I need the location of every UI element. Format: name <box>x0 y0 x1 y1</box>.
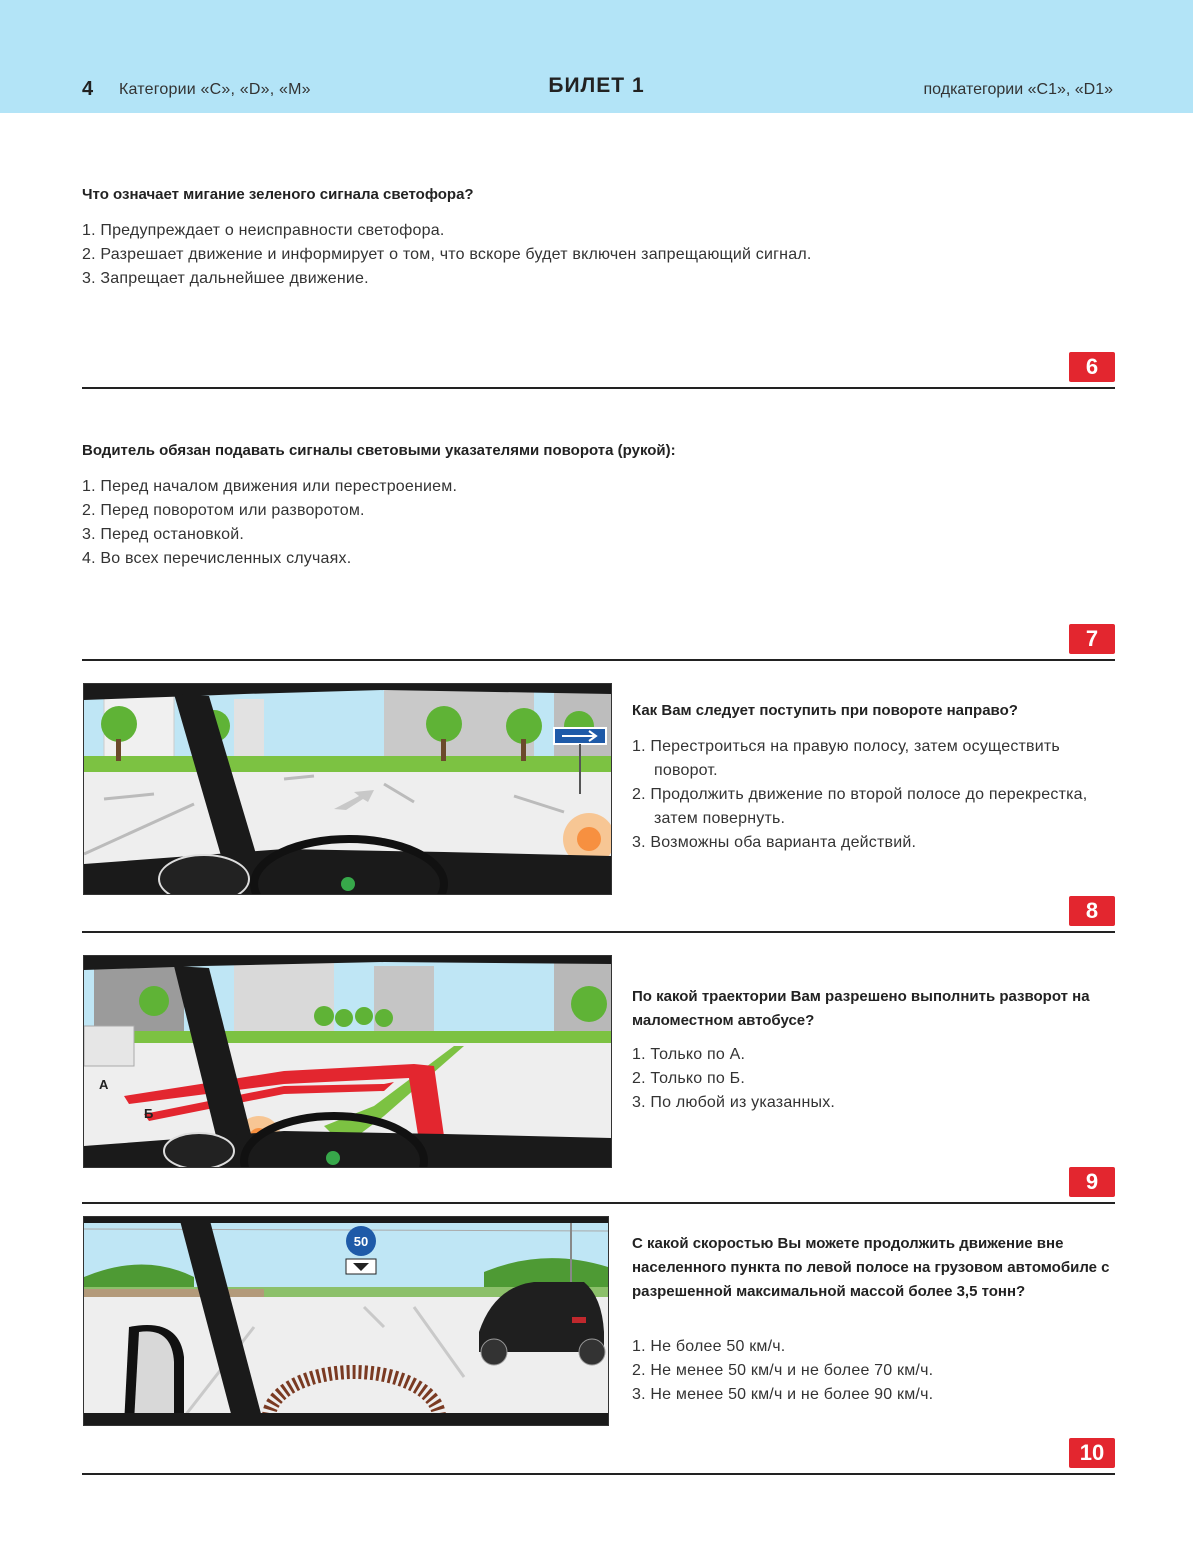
answer-option[interactable]: 1. Перестроиться на правую полосу, затем осуществить поворот. <box>632 738 1060 779</box>
question-9-answers <box>632 1043 1112 1115</box>
answer-option[interactable]: 2. Разрешает движение и информирует о том, что вскоре будет включен запрещающий сигнал. <box>82 246 812 263</box>
header-categories: Категории «C», «D», «M» <box>119 81 311 98</box>
answer-option[interactable]: 3. Не менее 50 км/ч и не более 90 км/ч. <box>632 1386 934 1403</box>
question-8-text: Как Вам следует поступить при повороте направо? <box>632 702 1018 719</box>
question-7-answers <box>82 475 1112 571</box>
answer-option[interactable]: 2. Не менее 50 км/ч и не более 70 км/ч. <box>632 1362 934 1379</box>
answer-option[interactable]: 4. Во всех перечисленных случаях. <box>82 550 352 567</box>
divider <box>82 1473 1115 1475</box>
question-number-badge: 10 <box>1069 1438 1115 1468</box>
question-7-text: Водитель обязан подавать сигналы световыми указателями поворота (рукой): <box>82 442 676 459</box>
question-10-illustration <box>83 1216 609 1426</box>
question-number-badge: 9 <box>1069 1167 1115 1197</box>
answer-option[interactable]: 2. Только по Б. <box>632 1070 746 1087</box>
answer-option[interactable]: 3. По любой из указанных. <box>632 1094 836 1111</box>
answer-option[interactable]: 2. Продолжить движение по второй полосе до перекрестка, затем повернуть. <box>632 786 1088 827</box>
question-6-answers <box>82 219 1112 291</box>
question-number-badge: 8 <box>1069 896 1115 926</box>
answer-option[interactable]: 3. Возможны оба варианта действий. <box>632 834 917 851</box>
divider <box>82 931 1115 933</box>
question-number-badge: 7 <box>1069 624 1115 654</box>
question-9-text: По какой траектории Вам разрешено выполнить разворот на маломестном автобусе? <box>632 988 1090 1029</box>
question-6-text: Что означает мигание зеленого сигнала светофора? <box>82 186 474 203</box>
question-10-answers <box>632 1335 1112 1407</box>
divider <box>82 1202 1115 1204</box>
ticket-title: БИЛЕТ 1 <box>548 74 645 97</box>
answer-option[interactable]: 1. Перед началом движения или перестроением. <box>82 478 458 495</box>
trajectory-label-b: Б <box>144 1106 154 1121</box>
question-8-answers <box>632 735 1112 855</box>
question-number-badge: 6 <box>1069 352 1115 382</box>
answer-option[interactable]: 3. Запрещает дальнейшее движение. <box>82 270 369 287</box>
question-8-illustration <box>83 683 612 895</box>
speed-sign-value: 50 <box>353 1234 369 1249</box>
question-10-text: С какой скоростью Вы можете продолжить движение вне населенного пункта по левой полосе на грузовом автомобиле с разрешенной максимальной массой более 3,5 тонн? <box>632 1235 1110 1300</box>
divider <box>82 659 1115 661</box>
answer-option[interactable]: 3. Перед остановкой. <box>82 526 245 543</box>
answer-option[interactable]: 1. Не более 50 км/ч. <box>632 1338 786 1355</box>
answer-option[interactable]: 1. Предупреждает о неисправности светофора. <box>82 222 445 239</box>
page-number: 4 <box>82 78 94 100</box>
header-subcategories: подкатегории «C1», «D1» <box>923 81 1113 98</box>
question-9-illustration <box>83 955 612 1168</box>
answer-option[interactable]: 1. Только по А. <box>632 1046 746 1063</box>
answer-option[interactable]: 2. Перед поворотом или разворотом. <box>82 502 365 519</box>
divider <box>82 387 1115 389</box>
trajectory-label-a: А <box>99 1077 109 1092</box>
page-header <box>0 0 1193 113</box>
